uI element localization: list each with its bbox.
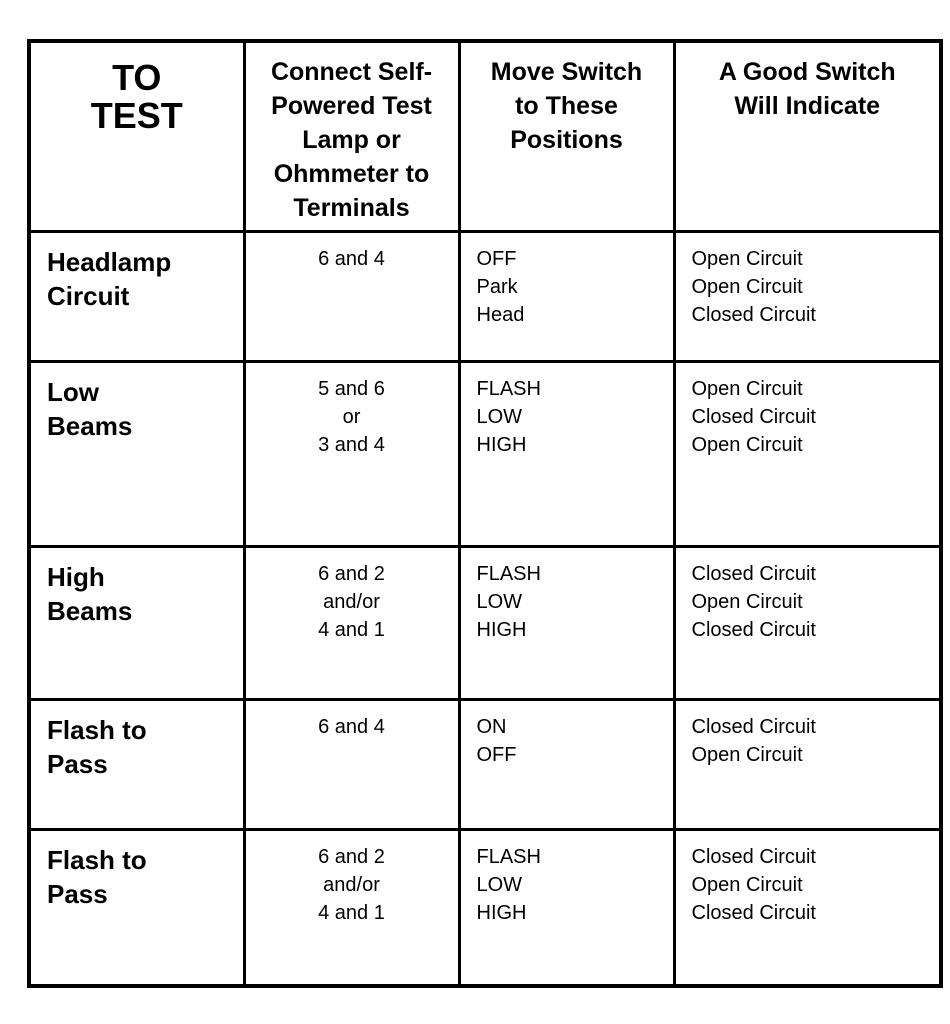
table-row-flash-to-pass [29,829,941,986]
test-name-line: Pass [47,878,108,909]
terminals-line: 4 and 1 [318,618,385,641]
terminals-cell [244,829,459,986]
test-name-cell [29,829,244,986]
indication-line: Closed Circuit [691,405,816,428]
position-line: LOW [476,873,523,896]
terminals-line: 6 and 4 [318,715,385,738]
position-line: FLASH [476,845,541,868]
indication-line: Open Circuit [691,377,803,400]
position-line: FLASH [476,377,541,400]
header-connect-line: Lamp or [302,126,401,154]
indication-line: Open Circuit [691,433,803,456]
test-name-line: High [47,561,105,592]
position-line: FLASH [476,562,541,585]
indication-cell [674,699,941,829]
header-good-switch [674,41,941,231]
position-line: HIGH [476,618,527,641]
header-move-line: Positions [510,126,623,154]
position-line: ON [476,715,507,738]
header-good-line: A Good Switch [718,58,896,86]
terminals-line: and/or [323,873,380,896]
positions-cell [459,361,674,546]
terminals-line: 4 and 1 [318,901,385,924]
terminals-line: or [342,405,361,428]
header-connect-line: Powered Test [271,92,432,120]
table-row-flash-to-pass [29,699,941,829]
indication-line: Open Circuit [691,275,803,298]
terminals-line: 6 and 2 [318,845,385,868]
header-to-test-line: TO [112,57,162,98]
position-line: OFF [476,743,517,766]
indication-line: Closed Circuit [691,618,816,641]
indication-cell [674,546,941,699]
test-name-line: Flash to [47,844,147,875]
indication-line: Closed Circuit [691,562,816,585]
indication-line: Closed Circuit [691,303,816,326]
position-line: HIGH [476,901,527,924]
test-name-cell [29,546,244,699]
terminals-cell [244,699,459,829]
test-name-line: Flash to [47,714,147,745]
indication-cell [674,829,941,986]
terminals-cell [244,231,459,361]
position-line: LOW [476,405,523,428]
terminals-line: and/or [323,590,380,613]
terminals-line: 3 and 4 [318,433,385,456]
position-line: HIGH [476,433,527,456]
indication-cell [674,231,941,361]
header-row [29,41,941,231]
indication-line: Open Circuit [691,247,803,270]
header-connect-line: Terminals [293,194,410,222]
indication-line: Open Circuit [691,590,803,613]
header-move-line: to These [515,92,618,120]
test-name-cell [29,361,244,546]
terminals-cell [244,361,459,546]
test-name-line: Beams [47,595,133,626]
indication-cell [674,361,941,546]
position-line: LOW [476,590,523,613]
header-to-test [29,41,244,231]
test-name-cell [29,231,244,361]
header-move-switch [459,41,674,231]
header-connect-terminals [244,41,459,231]
test-name-line: Beams [47,410,133,441]
test-name-line: Headlamp [47,246,172,277]
terminals-line: 5 and 6 [318,377,385,400]
positions-cell [459,829,674,986]
positions-cell [459,546,674,699]
position-line: Head [476,303,525,326]
table-row-headlamp-circuit [29,231,941,361]
indication-line: Open Circuit [691,743,803,766]
terminals-line: 6 and 2 [318,562,385,585]
table-row-low-beams [29,361,941,546]
terminals-cell [244,546,459,699]
positions-cell [459,699,674,829]
header-good-line: Will Indicate [734,92,881,120]
test-name-line: Pass [47,748,108,779]
indication-line: Closed Circuit [691,715,816,738]
header-move-line: Move Switch [490,58,643,86]
test-name-line: Low [47,376,99,407]
terminals-line: 6 and 4 [318,247,385,270]
switch-test-table [27,39,943,988]
test-name-line: Circuit [47,280,130,311]
position-line: OFF [476,247,517,270]
indication-line: Closed Circuit [691,845,816,868]
indication-line: Closed Circuit [691,901,816,924]
header-to-test-line: TEST [90,95,183,136]
indication-line: Open Circuit [691,873,803,896]
test-name-cell [29,699,244,829]
header-connect-line: Connect Self- [270,58,433,86]
positions-cell [459,231,674,361]
position-line: Park [476,275,518,298]
header-connect-line: Ohmmeter to [273,160,430,188]
table-row-high-beams [29,546,941,699]
